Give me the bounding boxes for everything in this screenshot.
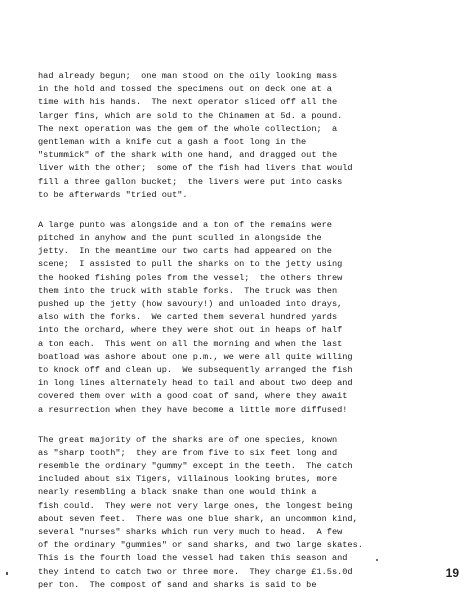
text-line: pitched in anyhow and the punt sculled in alongside the <box>38 233 322 244</box>
scan-mark <box>6 572 8 575</box>
text-line: about seven feet. There was one blue shark, an uncommon kind, <box>38 513 358 524</box>
text-line: included about six Tigers, villainous looking brutes, more <box>38 474 338 485</box>
text-line: resemble the ordinary "gummy" except in the teeth. The catch <box>38 461 353 472</box>
text-line: them into the truck with stable forks. The truck was then <box>38 285 338 296</box>
body-text <box>38 70 468 609</box>
text-line: fish could. They were not very large ones, the longest being <box>38 500 353 511</box>
text-line: several "nurses" sharks which run very much to head. A few <box>38 527 343 537</box>
text-line: also with the forks. We carted them several hundred yards <box>38 312 338 323</box>
text-line: a resurrection when they have become a little more diffused! <box>38 404 348 415</box>
text-line: time with his hands. The next operator sliced off all the <box>38 97 338 108</box>
text-line: liver with the other; some of the fish had livers that would <box>38 163 353 174</box>
text-line: had already begun; one man stood on the oily looking mass <box>38 71 338 81</box>
text-line: to knock off and clean up. We subsequently arranged the fish <box>38 364 353 375</box>
text-line: they intend to catch two or three more. They charge £1.5s.0d <box>38 566 353 577</box>
scan-speck <box>376 559 378 561</box>
text-line: into the orchard, where they were shot out in heaps of half <box>38 325 343 336</box>
paragraph <box>38 434 468 592</box>
page-number: 19 <box>445 566 459 580</box>
text-line: pushed up the jetty (how savoury!) and unloaded into drays, <box>38 299 343 309</box>
text-line: to be afterwards "tried out". <box>38 189 188 200</box>
text-line: the hooked fishing poles from the vessel; the others threw <box>38 272 343 283</box>
text-line: jetty. In the meantime our two carts had appeared on the <box>38 246 332 257</box>
text-line: The next operation was the gem of the whole collection; a <box>38 123 338 134</box>
text-line: gentleman with a knife cut a gash a foot long in the <box>38 136 307 147</box>
text-line: The great majority of the sharks are of one species, known <box>38 434 338 445</box>
text-line: This is the fourth load the vessel had taken this season and <box>38 553 348 564</box>
text-line: scene; I assisted to pull the sharks on to the jetty using <box>38 259 343 270</box>
text-line: larger fins, which are sold to the Chinamen at 5d. a pound. <box>38 110 343 121</box>
text-line: in the hold and tossed the specimens out on deck one at a <box>38 84 332 95</box>
paragraph <box>38 70 468 202</box>
text-line: "stummick" of the shark with one hand, and dragged out the <box>38 150 338 161</box>
text-line: fill a three gallon bucket; the livers were put into casks <box>38 176 343 187</box>
text-line: as "sharp tooth"; they are from five to six feet long and <box>38 447 338 458</box>
text-line: covered them over with a good coat of sand, where they await <box>38 391 348 402</box>
text-line: nearly resembling a black snake than one would think a <box>38 487 317 498</box>
text-line: per ton. The compost of sand and sharks is said to be <box>38 579 317 590</box>
paragraph <box>38 219 468 417</box>
text-line: in long lines alternately head to tail and about two deep and <box>38 378 353 389</box>
text-line: a ton each. This went on all the morning and when the last <box>38 338 343 349</box>
text-line: A large punto was alongside and a ton of the remains were <box>38 219 332 230</box>
text-line: boatload was ashore about one p.m., we were all quite willing <box>38 351 353 362</box>
text-line: of the ordinary "gummies" or sand sharks, and two large skates. <box>38 540 363 551</box>
